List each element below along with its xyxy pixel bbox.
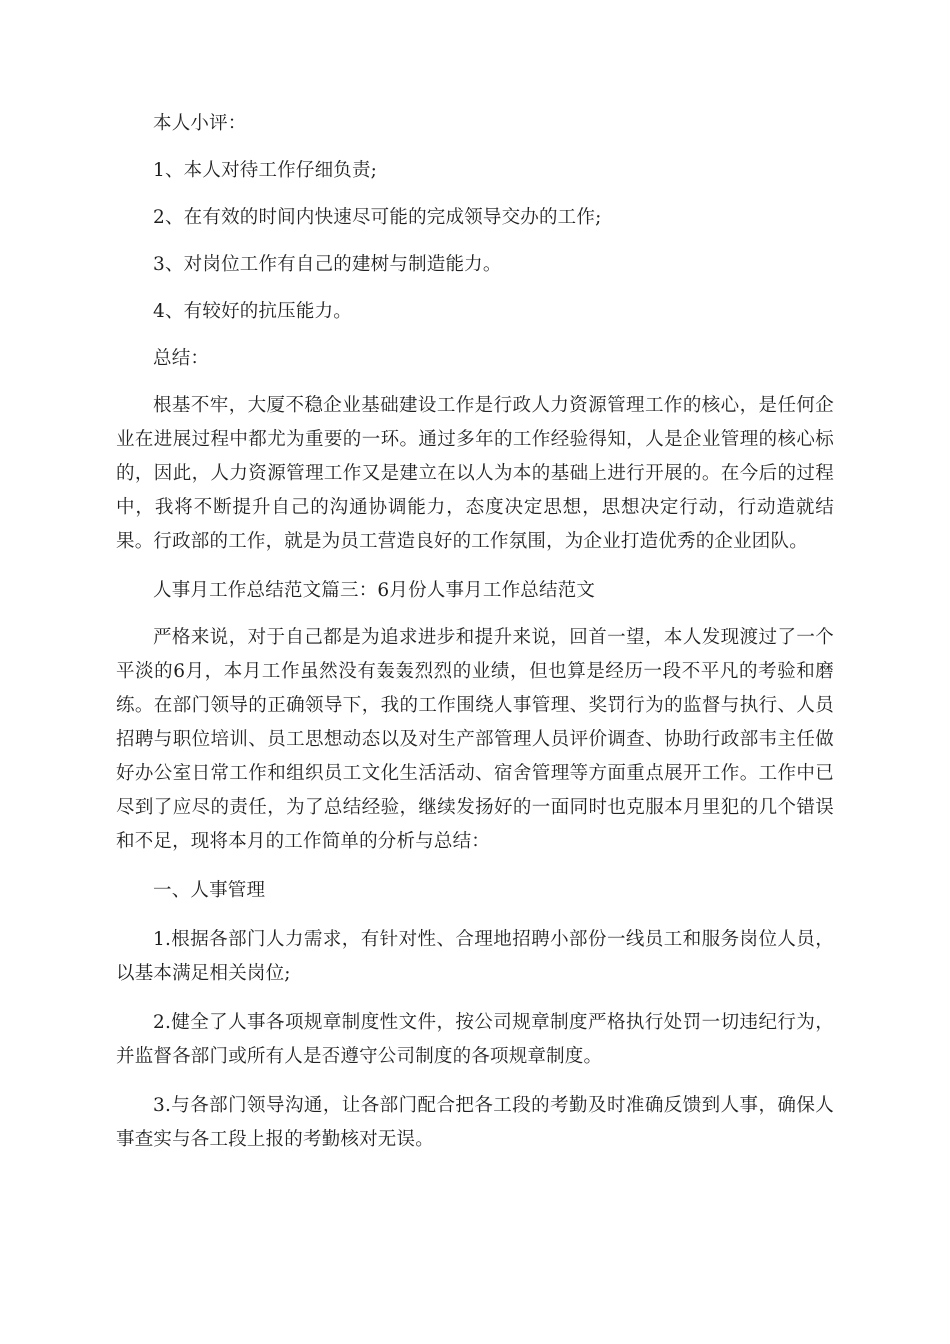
section-1-item-3: 3.与各部门领导沟通，让各部门配合把各工段的考勤及时准确反馈到人事，确保人事查实与各工段上报的考勤核对无误。 bbox=[116, 1095, 834, 1150]
section-1-item-2: 2.健全了人事各项规章制度性文件，按公司规章制度严格执行处罚一切违纪行为，并监督各部门或所有人是否遵守公司制度的各项规章制度。 bbox=[116, 1012, 834, 1067]
self-review-heading: 本人小评： bbox=[153, 113, 247, 134]
document-body bbox=[116, 107, 834, 1157]
summary-paragraph: 根基不牢，大厦不稳企业基础建设工作是行政人力资源管理工作的核心，是任何企业在进展过程中都尤为重要的一环。通过多年的工作经验得知，人是企业管理的核心标的，因此，人力资源管理工作又是建立在以人为本的基础上进行开展的。在今后的过程中，我将不断提升自己的沟通协调能力，态度决定思想，思想决定行动，行动造就结果。行政部的工作，就是为员工营造良好的工作氛围，为企业打造优秀的企业团队。 bbox=[116, 395, 834, 552]
summary-heading: 总结： bbox=[153, 348, 210, 369]
self-review-item-2: 2、在有效的时间内快速尽可能的完成领导交办的工作; bbox=[153, 207, 602, 228]
article-3-title: 人事月工作总结范文篇三：6月份人事月工作总结范文 bbox=[153, 580, 596, 601]
intro-paragraph: 严格来说，对于自己都是为追求进步和提升来说，回首一望，本人发现渡过了一个平淡的6月，本月工作虽然没有轰轰烈烈的业绩，但也算是经历一段不平凡的考验和磨练。在部门领导的正确领导下，我的工作围绕人事管理、奖罚行为的监督与执行、人员招聘与职位培训、员工思想动态以及对生产部管理人员评价调查、协助行政部韦主任做好办公室日常工作和组织员工文化生活活动、宿舍管理等方面重点展开工作。工作中已尽到了应尽的责任，为了总结经验，继续发扬好的一面同时也克服本月里犯的几个错误和不足，现将本月的工作简单的分析与总结： bbox=[116, 627, 834, 852]
section-1-item-1: 1.根据各部门人力需求，有针对性、合理地招聘小部份一线员工和服务岗位人员，以基本满足相关岗位; bbox=[116, 929, 834, 984]
section-1-heading: 一、人事管理 bbox=[153, 880, 266, 901]
self-review-item-1: 1、本人对待工作仔细负责; bbox=[153, 160, 378, 181]
self-review-item-3: 3、对岗位工作有自己的建树与制造能力。 bbox=[153, 254, 502, 275]
self-review-item-4: 4、有较好的抗压能力。 bbox=[153, 301, 352, 322]
